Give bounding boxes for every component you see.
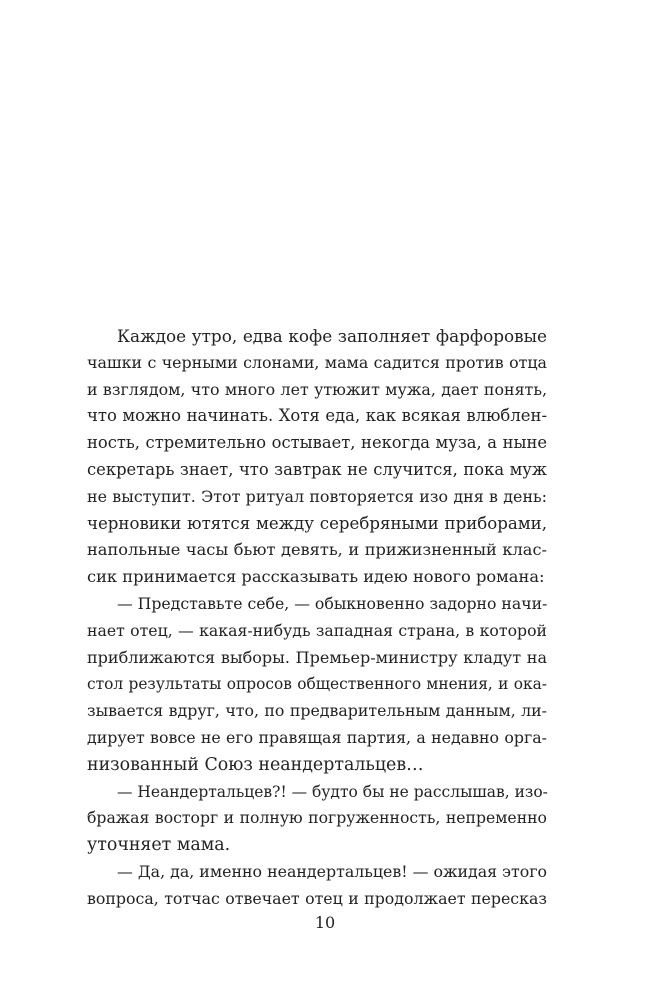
text-line: что можно начинать. Хотя еда, как всякая влюблен-: [87, 406, 547, 426]
text-line: черновики ютятся между серебряными приборами,: [87, 513, 547, 533]
text-line: вопроса, тотчас отвечает отец и продолжает пересказ: [87, 888, 547, 908]
text-line: напольные часы бьют девять, и прижизненный клас-: [87, 540, 547, 560]
body-text: [87, 323, 547, 913]
text-line: Каждое утро, едва кофе заполняет фарфоровые: [117, 326, 547, 346]
page-number: 10: [314, 913, 336, 932]
text-line: зывается вдруг, что, по предварительным данным, ли-: [87, 701, 547, 721]
text-line: секретарь знает, что завтрак не случится, пока муж: [87, 459, 547, 479]
text-line: не выступит. Этот ритуал повторяется изо дня в день:: [87, 486, 547, 506]
text-line: сик принимается рассказывать идею нового романа:: [87, 567, 545, 587]
text-line: бражая восторг и полную погруженность, непременно: [87, 808, 547, 828]
text-line: приближаются выборы. Премьер-министру кладут на: [87, 647, 547, 667]
text-line: и взглядом, что много лет утюжит мужа, дает понять,: [87, 379, 547, 399]
text-line: дирует вовсе не его правящая партия, а недавно орга-: [87, 727, 547, 747]
text-line: низованный Союз неандертальцев…: [87, 754, 424, 775]
text-line: — Представьте себе, — обыкновенно задорно начи-: [117, 593, 548, 613]
text-line: нает отец, — какая-нибудь западная страна, в которой: [87, 620, 547, 640]
text-line: ность, стремительно остывает, некогда муза, а ныне: [87, 433, 547, 453]
text-line: — Да, да, именно неандертальцев! — ожидая этого: [117, 861, 548, 881]
text-line: уточняет мама.: [87, 835, 231, 856]
text-line: чашки с черными слонами, мама садится против отца: [87, 352, 547, 372]
text-line: — Неандертальцев?! — будто бы не расслышав, изо-: [117, 782, 548, 801]
text-line: стол результаты опросов общественного мнения, и ока-: [87, 675, 547, 694]
